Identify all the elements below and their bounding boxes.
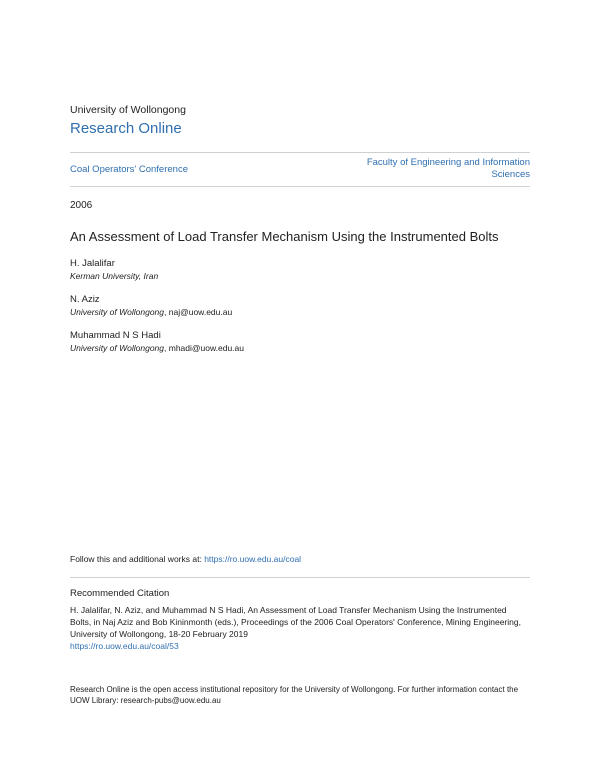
author-affiliation <box>70 271 158 281</box>
follow-link[interactable]: https://ro.uow.edu.au/coal <box>204 554 302 564</box>
author-name: H. Jalalifar <box>70 258 115 269</box>
publication-year: 2006 <box>70 200 93 211</box>
author-name: N. Aziz <box>70 294 100 305</box>
citation-heading: Recommended Citation <box>70 588 170 599</box>
faculty-link[interactable]: Faculty of Engineering and Information Sciences <box>366 157 530 180</box>
citation-text: H. Jalalifar, N. Aziz, and Muhammad N S Hadi, An Assessment of Load Transfer Mechanism Using the Instrumented Bolts, in Naj Aziz and Bob Kininmonth (eds.), Proceedings of the 2006 Coal Operators' Conference, Mining Engineering, University of Wollongong, 18-20 February 2019 <box>70 605 521 639</box>
follow-works <box>70 554 301 564</box>
author-affiliation <box>70 343 244 353</box>
university-name: University of Wollongong <box>70 104 186 116</box>
author-name: Muhammad N S Hadi <box>70 330 161 341</box>
divider-citation <box>70 577 530 578</box>
author-institution: University of Wollongong <box>70 307 165 317</box>
author-institution: University of Wollongong <box>70 343 165 353</box>
repository-link[interactable]: Research Online <box>70 120 182 137</box>
paper-title: An Assessment of Load Transfer Mechanism Using the Instrumented Bolts <box>70 229 499 244</box>
follow-text: Follow this and additional works at: <box>70 554 205 564</box>
author-affiliation <box>70 307 232 317</box>
footer-note: Research Online is the open access institutional repository for the University of Wollongong. For further information contact the UOW Library: research-pubs@uow.edu.au <box>70 685 519 705</box>
citation-block <box>70 604 530 652</box>
author-institution: Kerman University, Iran <box>70 271 159 281</box>
author-email: , mhadi@uow.edu.au <box>164 343 245 353</box>
divider-meta <box>70 186 530 187</box>
divider-top <box>70 152 530 153</box>
conference-link[interactable]: Coal Operators' Conference <box>70 164 188 175</box>
author-email: , naj@uow.edu.au <box>164 307 233 317</box>
citation-url[interactable]: https://ro.uow.edu.au/coal/53 <box>70 641 179 651</box>
